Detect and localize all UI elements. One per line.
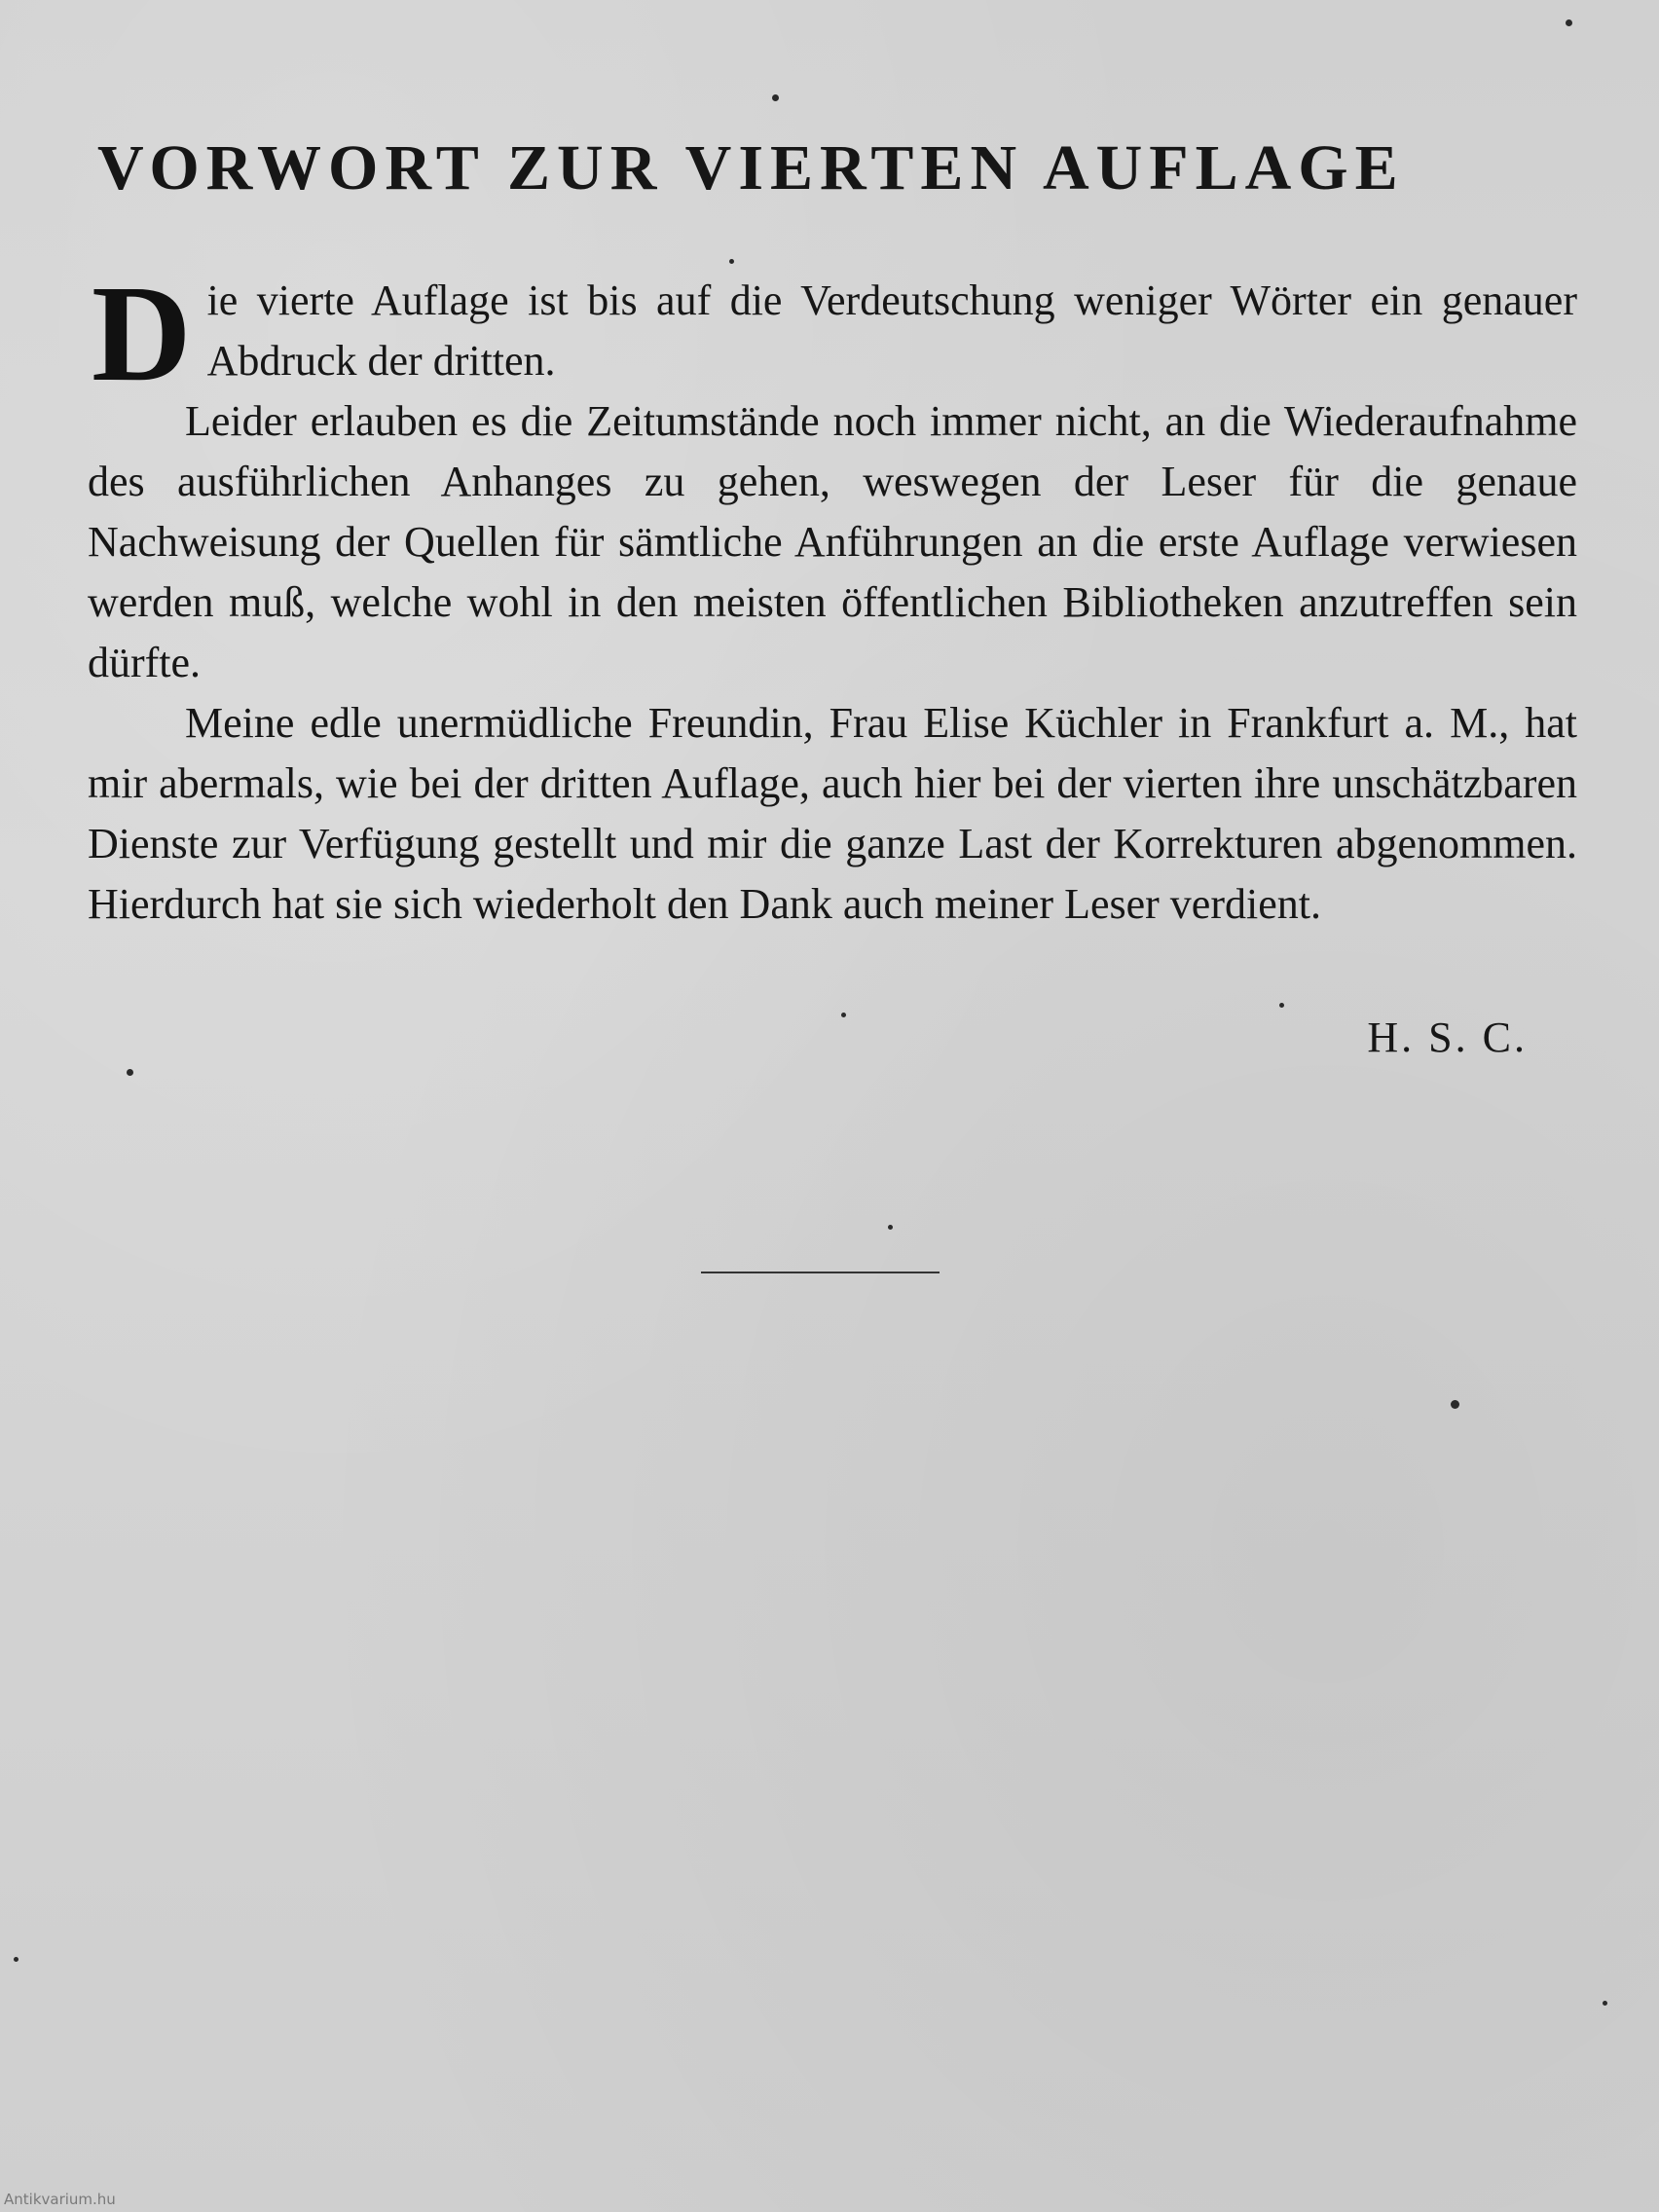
source-watermark: Antikvarium.hu (4, 2191, 116, 2208)
paper-speck (1279, 1003, 1284, 1008)
paper-speck (772, 94, 779, 101)
preface-body (88, 256, 1577, 935)
paper-speck (127, 1069, 133, 1076)
paper-speck (1451, 1400, 1459, 1409)
paper-speck (1603, 2001, 1607, 2006)
paragraph-1 (88, 256, 1577, 410)
paragraph-2: Leider erlauben es die Zeitumstände noch immer nicht, an die Wiederaufnahme des ausführlichen Anhanges zu gehen, weswegen der Leser für die genaue Nachweisung der Quellen für sämtliche Anführungen an die erste Auflage verwiesen werden muß, welche wohl in den meisten öffentlichen Bibliotheken anzutreffen sein dürfte. (88, 397, 1577, 686)
drop-cap: D (92, 256, 192, 410)
paragraph-3: Meine edle unermüdliche Freundin, Frau Elise Küchler in Frankfurt a. M., hat mir abermals, wie bei der dritten Auflage, auch hier bei der vierten ihre unschätzbaren Dienste zur Verfügung gestellt und mir die ganze Last der Korrekturen abgenommen. Hierdurch hat sie sich wiederholt den Dank auch meiner Leser verdient. (88, 699, 1577, 928)
paragraph-1-text: ie vierte Auflage ist bis auf die Verdeutschung weniger Wörter ein genauer Abdruck der dritten. (206, 276, 1577, 385)
paper-speck (14, 1957, 18, 1962)
page-title: VORWORT ZUR VIERTEN AUFLAGE (97, 132, 1405, 203)
signature-initials: H. S. C. (1367, 1014, 1528, 1061)
paper-speck (1566, 19, 1572, 26)
paper-speck (729, 259, 734, 264)
paper-speck (888, 1225, 893, 1230)
paper-speck (841, 1013, 846, 1017)
end-rule-divider (701, 1272, 940, 1273)
